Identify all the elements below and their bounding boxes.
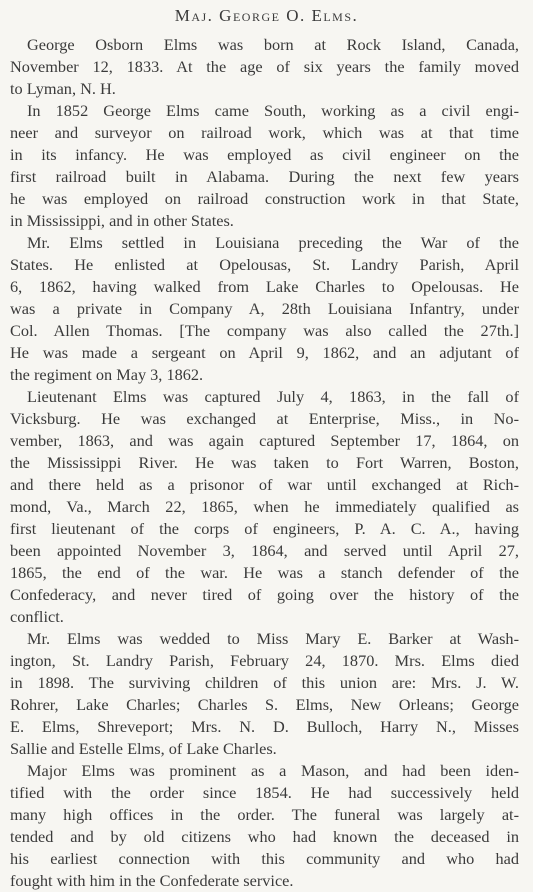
text-line: his earliest connection with this community and who had bbox=[10, 849, 519, 868]
text-line: vember, 1863, and was again captured September 17, 1864, on bbox=[10, 431, 519, 450]
paragraph bbox=[10, 760, 519, 892]
text-line: to Lyman, N. H. bbox=[10, 79, 116, 98]
text-line: E. Elms, Shreveport; Mrs. N. D. Bulloch, Harry N., Misses bbox=[10, 717, 519, 736]
text-line: 1865, the end of the war. He was a stanch defender of the bbox=[10, 563, 519, 582]
text-line: the Mississippi River. He was taken to Fort Warren, Boston, bbox=[10, 453, 519, 472]
text-line: many high offices in the order. The funeral was largely at- bbox=[10, 805, 519, 824]
text-line: tified with the order since 1854. He had successively held bbox=[10, 783, 519, 802]
text-line: conflict. bbox=[10, 607, 64, 626]
text-line: November 12, 1833. At the age of six years the family moved bbox=[10, 57, 519, 76]
paragraph bbox=[10, 34, 519, 100]
text-line: Mr. Elms was wedded to Miss Mary E. Barker at Wash- bbox=[27, 629, 519, 648]
text-line: Rohrer, Lake Charles; Charles S. Elms, New Orleans; George bbox=[10, 695, 519, 714]
paragraph bbox=[10, 628, 519, 760]
text-line: Col. Allen Thomas. [The company was also called the 27th.] bbox=[10, 321, 519, 340]
paragraph bbox=[10, 100, 519, 232]
text-line: In 1852 George Elms came South, working as a civil engi- bbox=[27, 101, 519, 120]
text-line: and there held as a prisonor of war until exchanged at Rich- bbox=[10, 475, 519, 494]
page-heading: Maj. George O. Elms. bbox=[174, 6, 359, 25]
text-line: first railroad built in Alabama. During the next few years bbox=[10, 167, 519, 186]
text-line: the regiment on May 3, 1862. bbox=[10, 365, 204, 384]
text-line: in its infancy. He was employed as civil engineer on the bbox=[10, 145, 519, 164]
text-line: Major Elms was prominent as a Mason, and had been iden- bbox=[27, 761, 519, 780]
text-line: first lieutenant of the corps of engineers, P. A. C. A., having bbox=[10, 519, 519, 538]
paragraph bbox=[10, 232, 519, 386]
text-line: neer and surveyor on railroad work, which was at that time bbox=[10, 123, 519, 142]
text-line: Lieutenant Elms was captured July 4, 1863, in the fall of bbox=[27, 387, 519, 406]
text-line: in Mississippi, and in other States. bbox=[10, 211, 234, 230]
text-line: been appointed November 3, 1864, and served until April 27, bbox=[10, 541, 519, 560]
text-line: He was made a sergeant on April 9, 1862, and an adjutant of bbox=[10, 343, 519, 362]
text-line: he was employed on railroad construction work in that State, bbox=[10, 189, 519, 208]
text-line: Confederacy, and never tired of going over the history of the bbox=[10, 585, 519, 604]
text-line: ington, St. Landry Parish, February 24, 1870. Mrs. Elms died bbox=[10, 651, 519, 670]
text-line: in 1898. The surviving children of this union are: Mrs. J. W. bbox=[10, 673, 519, 692]
text-line: Mr. Elms settled in Louisiana preceding the War of the bbox=[27, 233, 519, 252]
text-line: 6, 1862, having walked from Lake Charles to Opelousas. He bbox=[10, 277, 519, 296]
text-line: mond, Va., March 22, 1865, when he immediately qualified as bbox=[10, 497, 519, 516]
text-line: fought with him in the Confederate service. bbox=[10, 871, 294, 890]
text-line: States. He enlisted at Opelousas, St. Landry Parish, April bbox=[10, 255, 519, 274]
text-line: Sallie and Estelle Elms, of Lake Charles. bbox=[10, 739, 277, 758]
text-line: George Osborn Elms was born at Rock Island, Canada, bbox=[27, 35, 519, 54]
text-line: Vicksburg. He was exchanged at Enterprise, Miss., in No- bbox=[10, 409, 519, 428]
text-line: was a private in Company A, 28th Louisiana Infantry, under bbox=[10, 299, 519, 318]
paragraph bbox=[10, 386, 519, 628]
text-line: tended and by old citizens who had known the deceased in bbox=[10, 827, 519, 846]
